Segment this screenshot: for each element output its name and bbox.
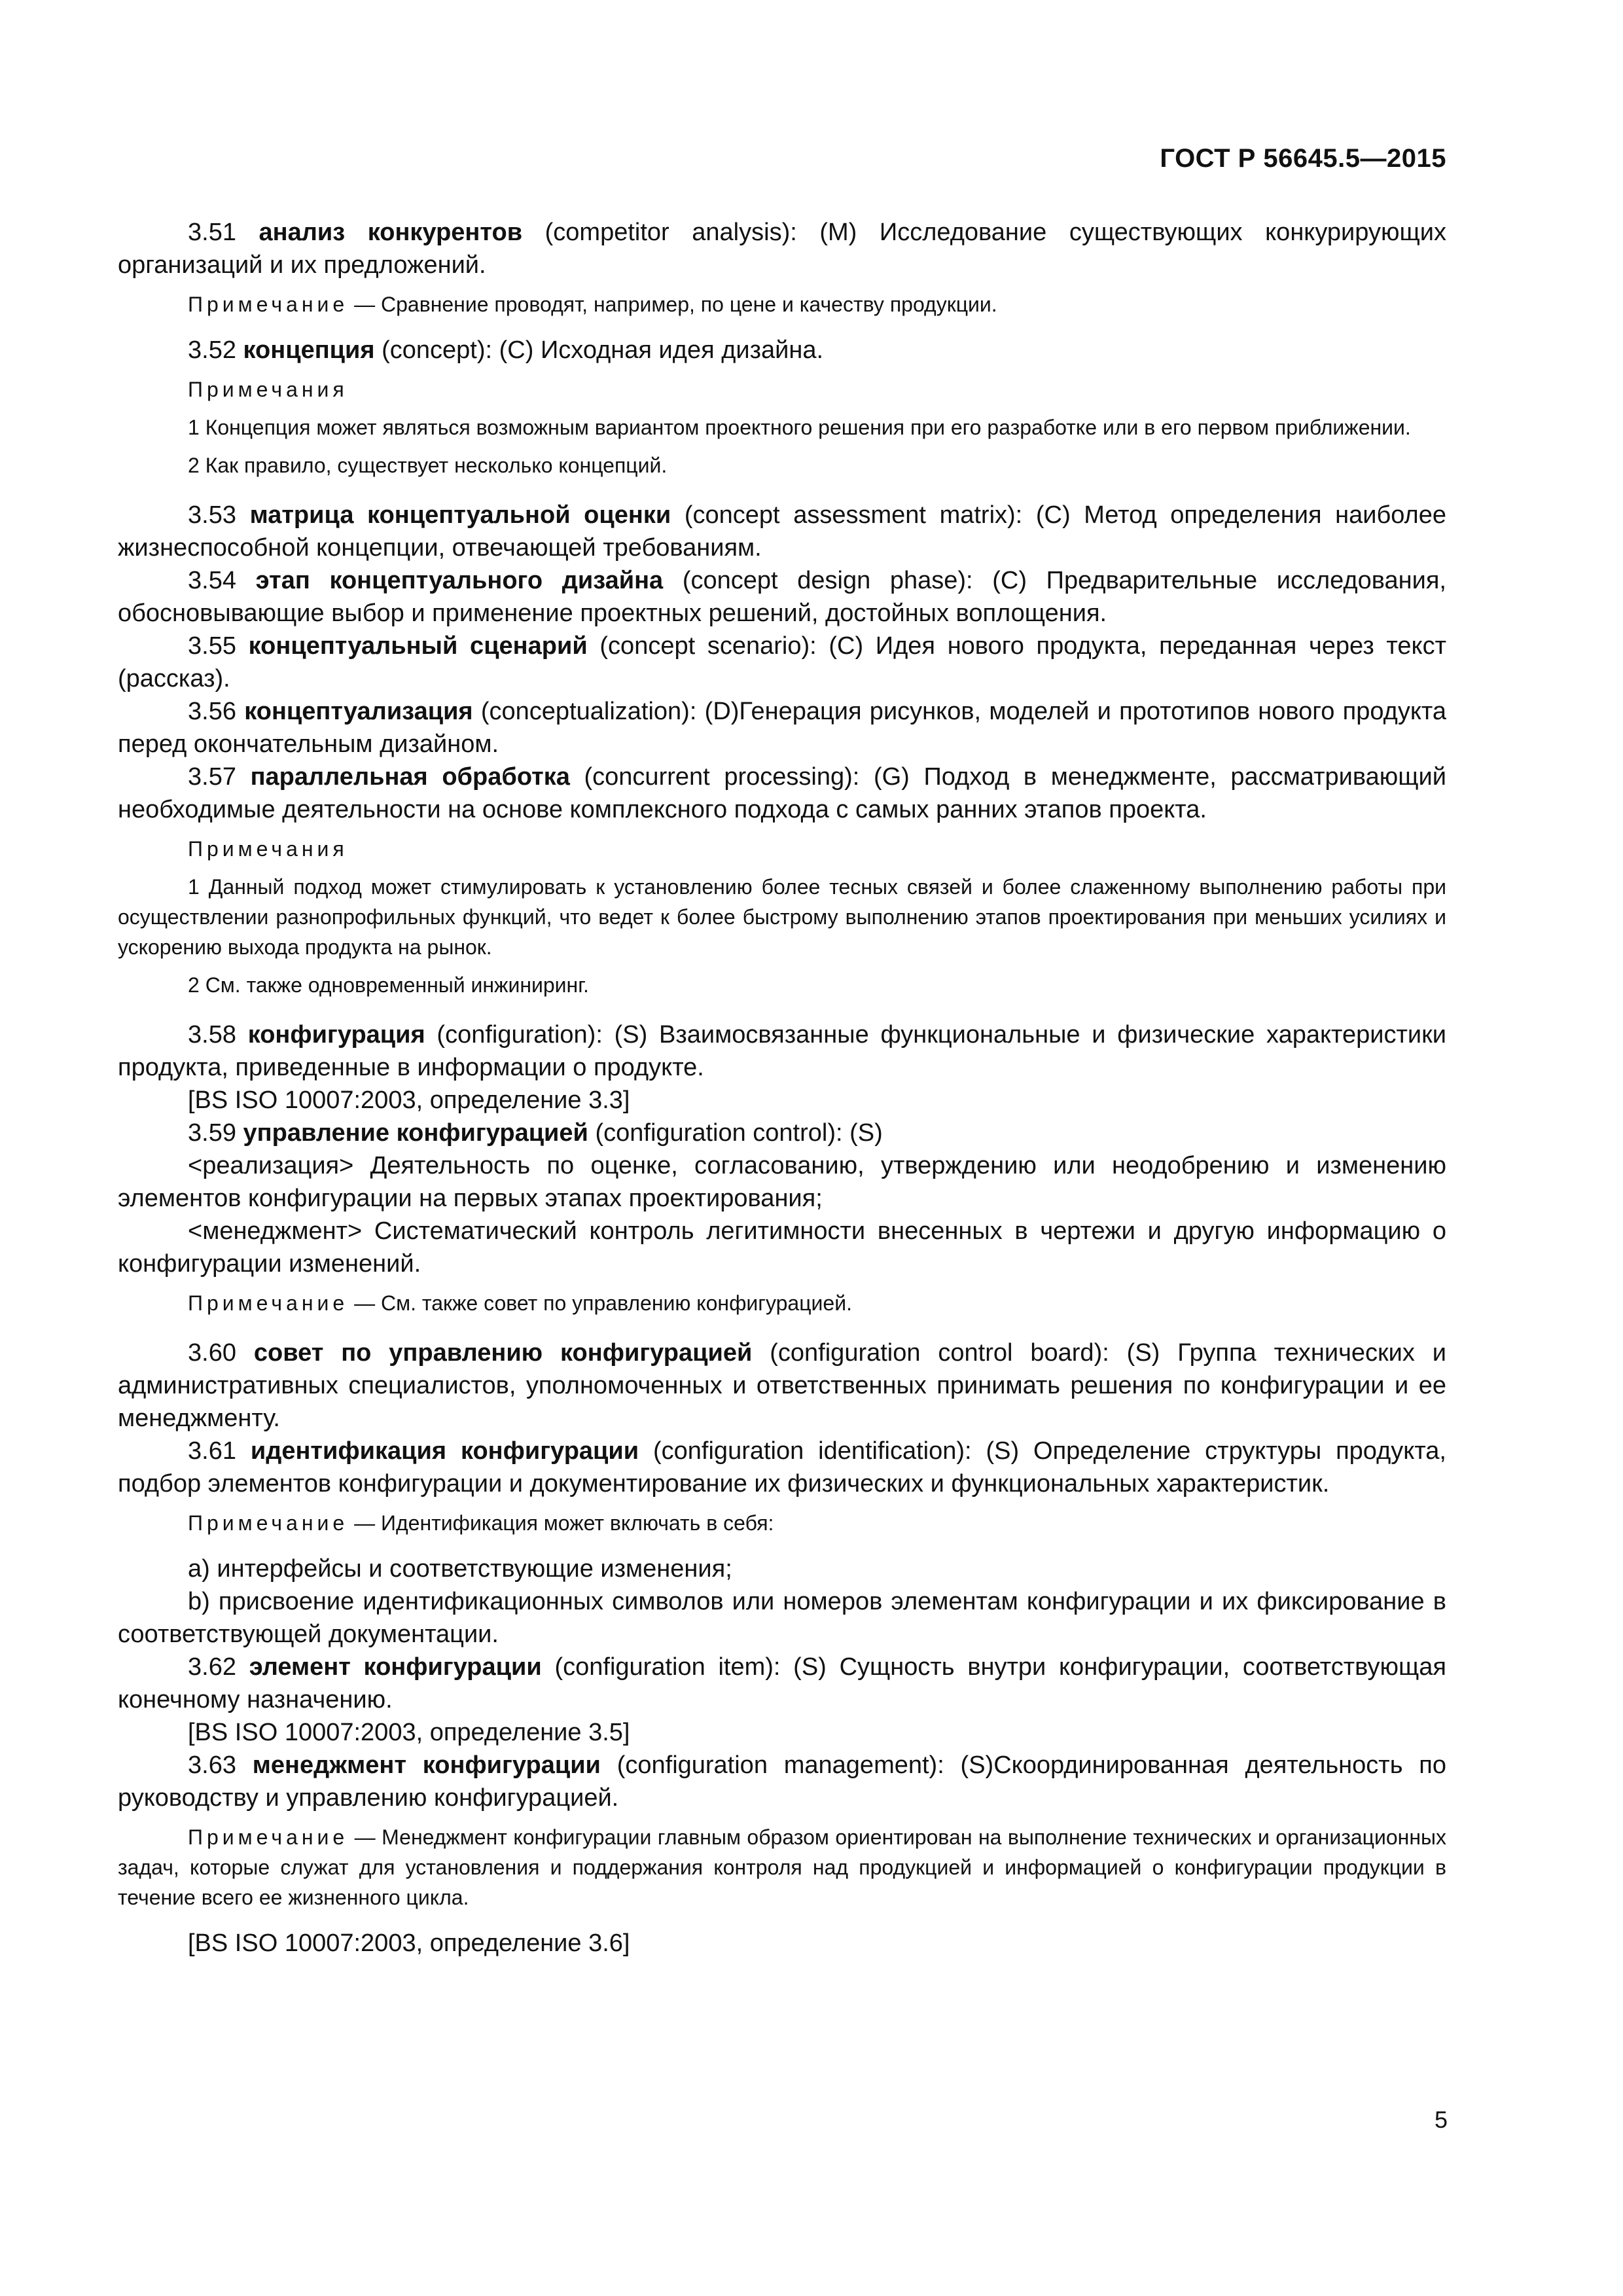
term-number: 3.53 [188,501,250,529]
page-number: 5 [1434,2106,1448,2133]
term-definition: (concept assessment matrix): (С) Метод определения наиболее жизнеспособной концепции, отвечающей требованиям. [118,501,1446,562]
term-entry-3-55 [118,630,1446,695]
term-entry-3-58 [118,1018,1446,1084]
definition-line: <менеджмент> Систематический контроль легитимности внесенных в чертежи и другую информацию о конфигурации изменений. [118,1217,1446,1278]
note-item: 1 Концепция может являться возможным вариантом проектного решения при его разработке или в его первом приближении. [188,416,1411,439]
term-definition: (configuration identification): (S) Определение структуры продукта, подбор элементов конфигурации и документирование их физических и функциональных характеристик. [118,1437,1446,1498]
term-number: 3.61 [188,1437,251,1465]
term-entry-3-61 [118,1435,1446,1500]
term-number: 3.63 [188,1751,253,1779]
term-name: совет по управлению конфигурацией [253,1339,753,1367]
note-label: Примечания [188,378,348,401]
document-body [118,216,1446,1960]
note-text: — Сравнение проводят, например, по цене и качеству продукции. [348,293,997,316]
document-header: ГОСТ Р 56645.5—2015 [1160,144,1446,173]
term-number: 3.56 [188,698,245,725]
term-definition: (configuration control): (S) [588,1119,883,1147]
term-name: матрица концептуальной оценки [249,501,671,529]
term-definition: (concurrent processing): (G) Подход в менеджменте, рассматривающий необходимые деятельности на основе комплексного подхода с самых ранних этапов проекта. [118,763,1446,823]
term-entry-3-56 [118,695,1446,761]
term-definition: (competitor analysis): (M) Исследование существующих конкурирующих организаций и их предложений. [118,219,1446,279]
term-number: 3.57 [188,763,251,791]
term-definition: (configuration): (S) Взаимосвязанные функциональные и физические характеристики продукта, приведенные в информации о продукте. [118,1021,1446,1081]
term-name: концептуализация [244,698,473,725]
note-label: Примечание [188,1511,349,1535]
term-entry-3-59 [118,1117,1446,1149]
term-number: 3.59 [188,1119,243,1147]
note-text: — Идентификация может включать в себя: [348,1511,774,1535]
note-item: 2 См. также одновременный инжиниринг. [188,973,589,997]
term-entry-3-63 [118,1749,1446,1814]
term-name: управление конфигурацией [243,1119,588,1147]
term-name: этап концептуального дизайна [255,567,664,594]
term-number: 3.54 [188,567,256,594]
term-name: концепция [243,336,375,364]
term-name: концептуальный сценарий [248,632,588,660]
term-definition: (concept): (С) Исходная идея дизайна. [374,336,824,364]
term-number: 3.58 [188,1021,248,1049]
note-3-61 [118,1508,1446,1538]
term-name: менеджмент конфигурации [252,1751,601,1779]
term-number: 3.55 [188,632,249,660]
term-definition: (concept scenario): (С) Идея нового продукта, переданная через текст (рассказ). [118,632,1447,692]
term-name: анализ конкурентов [259,219,523,246]
term-definition: (conceptualization): (D)Генерация рисунков, моделей и прототипов нового продукта перед окончательным дизайном. [118,698,1446,758]
note-text: — Менеджмент конфигурации главным образом ориентирован на выполнение технических и организационных задач, которые служат для установления и поддержания контроля над продукцией и информацией о конфигурации продукции в течение всего ее жизненного цикла. [118,1825,1446,1909]
source-reference: [BS ISO 10007:2003, определение 3.6] [188,1929,630,1957]
term-definition: (configuration management): (S)Скоординированная деятельность по руководству и управлению конфигурацией. [118,1751,1446,1812]
term-entry-3-60 [118,1336,1446,1435]
term-name: параллельная обработка [250,763,570,791]
source-reference: [BS ISO 10007:2003, определение 3.5] [188,1719,630,1746]
note-label: Примечание [188,1825,349,1849]
note-label: Примечание [188,1291,349,1315]
term-entry-3-54 [118,564,1446,630]
term-number: 3.51 [188,219,259,246]
term-number: 3.60 [188,1339,254,1367]
term-name: идентификация конфигурации [250,1437,639,1465]
term-name: элемент конфигурации [249,1653,542,1681]
term-definition: (configuration item): (S) Сущность внутри конфигурации, соответствующая конечному назначению. [118,1653,1446,1713]
note-3-59 [118,1288,1446,1318]
note-label: Примечание [188,293,349,316]
source-reference: [BS ISO 10007:2003, определение 3.3] [188,1086,630,1114]
term-name: конфигурация [247,1021,425,1049]
note-3-51 [118,289,1446,319]
note-text: — См. также совет по управлению конфигурацией. [348,1291,852,1315]
note-3-63 [118,1822,1446,1912]
term-entry-3-51 [118,216,1446,281]
list-item-a: a) интерфейсы и соответствующие изменения; [188,1555,732,1583]
list-item-b: b) присвоение идентификационных символов или номеров элементам конфигурации и их фиксирование в соответствующей документации. [118,1588,1446,1648]
term-number: 3.62 [188,1653,249,1681]
term-entry-3-53 [118,499,1446,564]
notes-label-3-57 [118,834,1446,864]
term-definition: (configuration control board): (S) Группа технических и административных специалистов, уполномоченных и ответственных принимать решения по конфигурации и ее менеджменту. [118,1339,1446,1432]
term-number: 3.52 [188,336,243,364]
definition-line: <реализация> Деятельность по оценке, согласованию, утверждению или неодобрению и изменению элементов конфигурации на первых этапах проектирования; [118,1152,1446,1212]
note-item: 1 Данный подход может стимулировать к установлению более тесных связей и более слаженному выполнению работы при осуществлении разнопрофильных функций, что ведет к более быстрому выполнению этапов проектирования при меньших усилиях и ускорению выхода продукта на рынок. [118,875,1446,959]
notes-label-3-52 [118,374,1446,404]
term-definition: (concept design phase): (С) Предварительные исследования, обосновывающие выбор и применение проектных решений, достойных воплощения. [118,567,1446,627]
note-item: 2 Как правило, существует несколько концепций. [188,454,668,477]
note-label: Примечания [188,837,348,861]
term-entry-3-52 [118,334,1446,367]
term-entry-3-62 [118,1651,1446,1716]
term-entry-3-57 [118,761,1446,826]
